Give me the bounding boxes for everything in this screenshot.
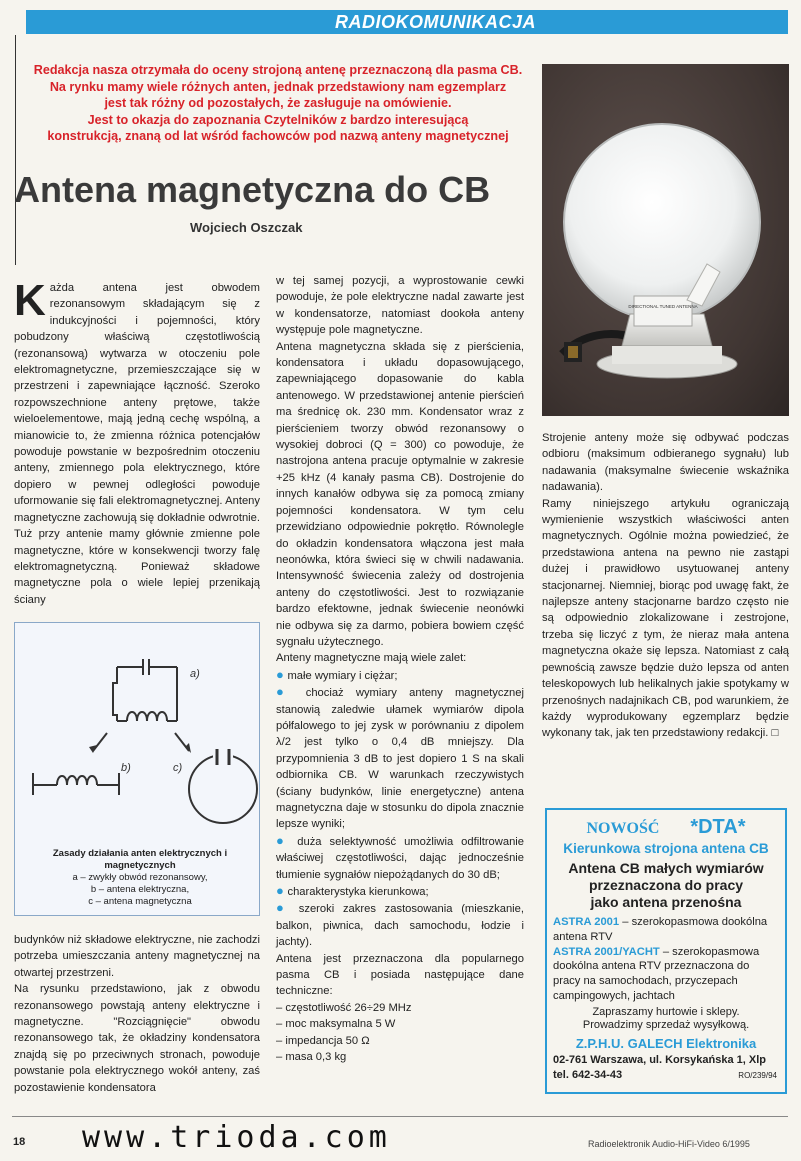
- paragraph: Antena jest przeznaczona dla popularnego pasma CB i posiada następujące dane techniczne:: [276, 952, 524, 998]
- left-rule: [15, 35, 16, 265]
- spec-item: – częstotliwość 26÷29 MHz: [276, 1001, 412, 1014]
- spec-item: – impedancja 50 Ω: [276, 1034, 370, 1047]
- paragraph: Anteny magnetyczne mają wiele zalet:: [276, 652, 467, 665]
- column-3: [542, 430, 789, 742]
- footer-rule: [12, 1116, 788, 1117]
- paragraph: Ramy niniejszego artykułu ograniczają wymienienie wszystkich właściwości anten magnetycznych. Ogólnie można powiedzieć, że przedstawiona antena na pewno nie zastąpi dużej i prawidłowo usytuowanej anteny stacjonarnej. Niemniej, biorąc pod uwagę fakt, że najlepsze anteny stacjonarne bardzo często nie są odpowiednio zlokalizowane i zestrojone, trzeba się liczyć z tym, że nieraz mała antena magnetyczna okaże się lepsza. Natomiast z całą pewnością zawsze będzie dużo lepsza od anten teleskopowych lub helikalnych jakie spotykamy w przenośnych nadajnikach CB, pod warunkiem, że każdy wyprodukowany egzemplarz będzie wykonany tak, jak ten przedstawiony redakcji. □: [542, 497, 789, 740]
- paragraph: Antena magnetyczna składa się z pierścienia, kondensatora i układu dopasowującego, zapewniającego dopasowanie do kabla antenowego. W przedstawionej antenie pierścień ma średnicę ok. 230 mm. Kondensator wraz z pierścieniem tworzy obwód rezonansowy o wysokiej dobroci (Q = 300) co powoduje, że nastrojona antena pracuje optymalnie w zakresie +25 kHz (4 kanały pasma CB). Dostrojenie do innych kanałów odbywa się za pomocą zmiany pojemności kondensatora. W tym celu przewidziano odpowiednie pokrętło. Równolegle do okładzin kondensatora włączona jest mała neonówka, która świeci się w chwili nadawania. Intensywność świecenia zależy od dostrojenia anteny do częstotliwości. Jest to rozwiązanie bardzo efektowne, jednak świecenie neonówki nie odbywa się za darmo, pobiera bowiem część sygnału użytecznego.: [276, 340, 524, 648]
- ad-address: 02-761 Warszawa, ul. Korsykańska 1, Xlp: [553, 1053, 766, 1066]
- antenna-illustration: [542, 64, 789, 416]
- bullet-icon: ●: [276, 900, 299, 916]
- advertisement-box: [545, 808, 787, 1094]
- ad-new-label: NOWOŚĆ: [586, 820, 660, 837]
- bullet-icon: ●: [276, 883, 288, 899]
- ad-company: Z.P.H.U. GALECH Elektronika: [575, 1035, 757, 1051]
- column-1-top: [14, 276, 260, 608]
- paragraph: w tej samej pozycji, a wyprostowanie cewki powoduje, że pole elektryczne nadal zawarte jest w kondensatorze, natomiast dookoła anteny występuje pole magnetyczne.: [276, 275, 524, 337]
- intro-lead: [22, 62, 534, 145]
- column-1-bottom: [14, 932, 260, 1096]
- list-item: ● chociaż wymiary anteny magnetycznej stanowią zaledwie ułamek wymiarów dipola półfalowego to jej zysk w porównaniu z dipolem λ/2 jest tylko o 0,4 dB mniejszy. Dla przypomnienia 3 dB to jest dopiero 1 S na skali odbiornika CB. W warunkach rzeczywistych (ściany budynków, linie energetyczne) antena magnetyczna daje w stosunku do dipola znacznie lepsze wyniki;: [276, 684, 524, 831]
- paragraph: Na rysunku przedstawiono, jak z obwodu rezonansowego powstają anteny elektryczne i magnetyczne. "Rozciągnięcie" obwodu rezonansowego tak, że okładziny kondensatora znajdą się po przeciwnych stronach, powoduje powstanie pola elektrycznego wokół anteny, zaś pozostawienie kondensatora: [14, 983, 260, 1094]
- paragraph: budynków niż składowe elektryczne, nie zachodzi potrzeba umieszczania anteny magnetycznej na otwartej przestrzeni.: [14, 934, 260, 979]
- section-title: RADIOKOMUNIKACJA: [335, 12, 536, 32]
- bullet-icon: ●: [276, 666, 288, 682]
- circuit-diagram: [15, 623, 261, 843]
- section-header-bar: [26, 10, 788, 34]
- ad-product-astra: ASTRA 2001 – szerokopasmowa dookólna antena RTV: [553, 916, 768, 943]
- intro-line: Na rynku mamy wiele różnych anten, jednak przedstawiony nam egzemplarz: [49, 79, 507, 94]
- paragraph: ażda antena jest obwodem rezonansowym składającym się z indukcyjności i pojemności, który pobudzony właściwą częstotliwością (rezonansową) wytwarza w otoczeniu pole elektromagnetyczne, przemieszczające się w przestrzeni i zapewniające łączność. Szeroko rozpowszechnione anteny prętowe, także wieloelementowe, mają jedną cechę wspólną, a mianowicie to, że zmienna różnica potencjałów powoduje powstanie w bezpośrednim otoczeniu anteny, zmiennego pola elektrycznego, które dopiero w pewnej odległości powoduje uformowanie się fali elektromagnetycznej. Anteny magnetyczne zachowują się dokładnie odwrotnie. Tuż przy antenie mamy głównie zmienne pole magnetyczne, które w konsekwencji tworzy falę elektromagnetyczną. Ponieważ składowe magnetyczne pola o wiele lepiej przenikają ściany: [14, 282, 260, 606]
- journal-issue: Radioelektronik Audio-HiFi-Video 6/1995: [588, 1139, 750, 1149]
- intro-line: jest tak różny od pozostałych, że zasługuje na omówienie.: [104, 96, 452, 110]
- watermark-url: www.trioda.com: [82, 1120, 391, 1155]
- figure-caption-title: Zasady działania anten elektrycznych i magnetycznych: [52, 848, 228, 871]
- figure-label-b: b): [121, 762, 131, 774]
- list-item: ● duża selektywność umożliwia odfiltrowanie właściwej częstotliwości, dając jednocześnie tłumienie sygnałów niepożądanych do 30 dB;: [276, 832, 524, 881]
- figure-caption: [30, 848, 250, 908]
- article-title: Antena magnetyczna do CB: [14, 169, 491, 210]
- ad-phone: tel. 642-34-43: [553, 1068, 623, 1081]
- intro-line: Jest to okazja do zapoznania Czytelników z bardzo interesującą: [87, 112, 469, 127]
- figure-caption-item: b – antena elektryczna,: [90, 884, 190, 895]
- list-item: ● charakterystyka kierunkowa;: [276, 883, 429, 899]
- ad-subheadline: Antena CB małych wymiarów przeznaczona do pracy jako antena przenośna: [568, 860, 764, 910]
- paragraph: Strojenie anteny może się odbywać podczas odbioru (maksimum odbieranego sygnału) lub nadawania (maksymalne świecenie wskaźnika nadawania).: [542, 432, 789, 494]
- spec-item: – moc maksymalna 5 W: [276, 1018, 396, 1031]
- list-item: ● szeroki zakres zastosowania (mieszkanie, balkon, piwnica, dach samochodu, łodzie i jachty).: [276, 900, 524, 949]
- ad-phone-row: [547, 1068, 785, 1083]
- spec-item: – masa 0,3 kg: [276, 1051, 347, 1064]
- figure-caption-item: a – zwykły obwód rezonansowy,: [72, 872, 208, 883]
- intro-line: Redakcja nasza otrzymała do oceny strojoną antenę przeznaczoną dla pasma CB.: [33, 63, 523, 77]
- drop-cap: K: [14, 276, 46, 325]
- figure-caption-item: c – antena magnetyczna: [88, 896, 192, 907]
- ad-product-astra-yacht: ASTRA 2001/YACHT – szerokopasmowa dookólna antena RTV przeznaczona do pracy na samochodach, przyczepach campingowych, jachtach: [553, 945, 760, 1002]
- page-number: 18: [13, 1136, 26, 1148]
- ad-brand: *DTA*: [690, 816, 746, 838]
- bullet-icon: ●: [276, 832, 298, 848]
- intro-line: konstrukcją, znaną od lat wśród fachowców pod nazwą anteny magnetycznej: [47, 129, 509, 143]
- ad-ref: RO/239/94: [738, 1070, 777, 1080]
- device-label: DIRECTIONAL TUNED ANTENNA: [628, 304, 698, 309]
- ad-headline: Kierunkowa strojona antena CB: [563, 841, 769, 856]
- article-author: Wojciech Oszczak: [190, 220, 303, 235]
- figure-label-a: a): [190, 668, 200, 680]
- ad-invitation: Zapraszamy hurtowie i sklepy. Prowadzimy sprzedaż wysyłkową.: [582, 1005, 750, 1031]
- list-item: ● małe wymiary i ciężar;: [276, 666, 398, 682]
- column-2: [276, 273, 524, 1066]
- antenna-photo: [542, 64, 789, 416]
- figure-label-c: c): [173, 762, 183, 774]
- bullet-icon: ●: [276, 684, 306, 700]
